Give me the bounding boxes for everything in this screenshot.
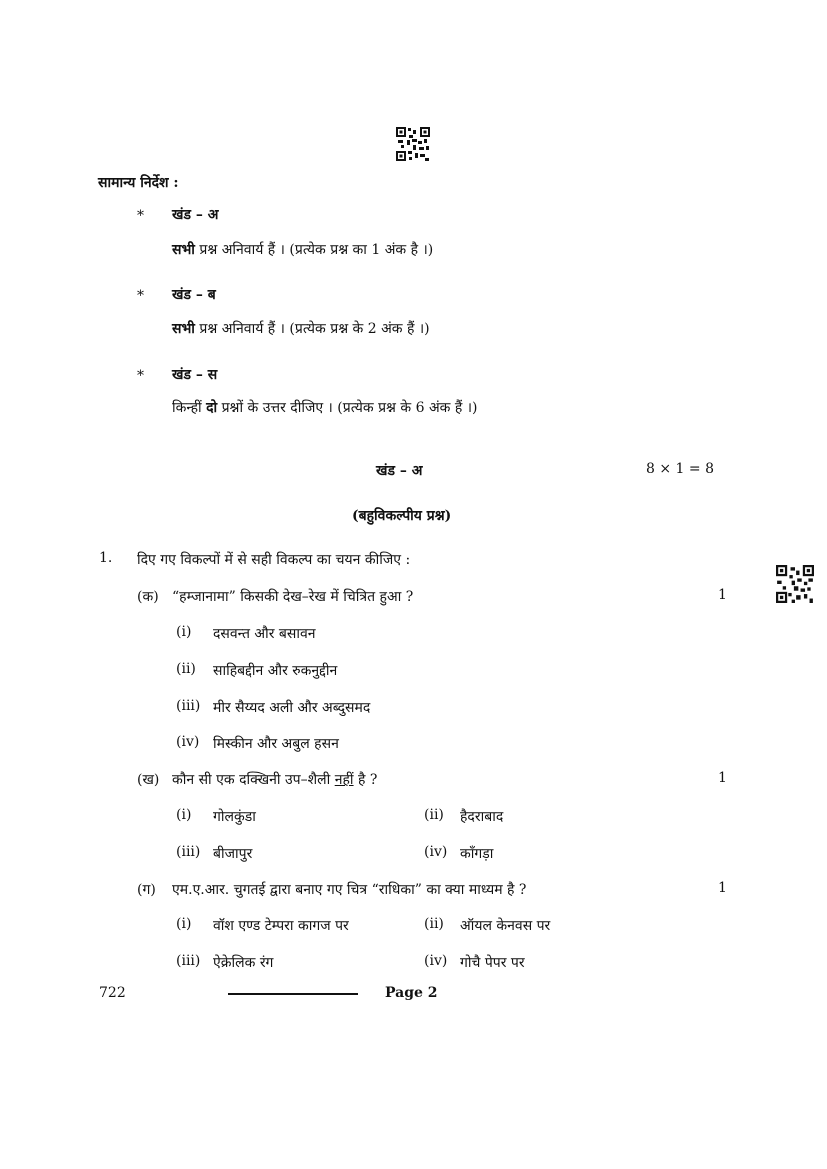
qr-code-top [396, 127, 430, 161]
option-label: (i) [176, 624, 192, 640]
option-label: (i) [176, 916, 192, 932]
footer-divider [228, 993, 358, 995]
instructions-heading: सामान्य निर्देश : [98, 175, 179, 191]
option-label: (iv) [424, 953, 448, 969]
question-number: 1. [99, 550, 113, 566]
qr-code-side [776, 565, 814, 603]
option-text: गोलकुंडा [213, 809, 256, 825]
option-label: (iv) [176, 734, 200, 750]
part-kha-marks: 1 [718, 770, 727, 786]
bullet-icon: * [137, 368, 144, 384]
part-ga-label: (ग) [137, 882, 156, 898]
bullet-icon: * [137, 288, 144, 304]
section-c-instruction-text: किन्हीं दो प्रश्नों के उत्तर दीजिए । (प्रत्येक प्रश्न के 6 अंक हैं ।) [172, 400, 478, 416]
option-label: (ii) [424, 807, 444, 823]
part-ka-marks: 1 [718, 587, 727, 603]
page-number: Page 2 [385, 985, 438, 1001]
option-text: ऑयल केनवस पर [460, 918, 551, 934]
option-text: गोचै पेपर पर [460, 955, 525, 971]
option-label: (iii) [176, 953, 201, 969]
part-ka-label: (क) [137, 589, 159, 605]
option-label: (iii) [176, 844, 201, 860]
section-a-instruction-text: सभी प्रश्न अनिवार्य हैं । (प्रत्येक प्रश्न का 1 अंक है ।) [172, 242, 434, 258]
option-text: मीर सैय्यद अली और अब्दुसमद [213, 700, 371, 716]
option-label: (iii) [176, 698, 201, 714]
option-text: काँगड़ा [460, 846, 494, 862]
option-text: हैदराबाद [460, 809, 504, 825]
option-text: मिस्कीन और अबुल हसन [213, 736, 339, 752]
section-c-instruction-title: खंड – स [172, 367, 218, 383]
option-text: साहिबद्दीन और रुकनुद्दीन [213, 663, 338, 679]
question-text: दिए गए विकल्पों में से सही विकल्प का चयन कीजिए : [137, 552, 411, 568]
part-ga-text: एम.ए.आर. चुगतई द्वारा बनाए गए चित्र “राधिका” का क्या माध्यम है ? [172, 882, 527, 898]
section-a-marks: 8 × 1 = 8 [646, 461, 714, 477]
paper-code: 722 [99, 985, 126, 1001]
option-label: (ii) [176, 661, 196, 677]
option-label: (ii) [424, 916, 444, 932]
section-a-title: खंड – अ [376, 463, 423, 479]
bullet-icon: * [137, 208, 144, 224]
section-a-subtitle: (बहुविकल्पीय प्रश्न) [352, 508, 452, 524]
option-text: बीजापुर [213, 846, 253, 862]
part-ga-marks: 1 [718, 880, 727, 896]
option-text: दसवन्त और बसावन [213, 626, 316, 642]
section-a-instruction-title: खंड – अ [172, 207, 219, 223]
option-text: वॉश एण्ड टेम्परा कागज पर [213, 918, 349, 934]
part-kha-text: कौन सी एक दक्खिनी उप–शैली नहीं है ? [172, 772, 378, 788]
part-ka-text: “हम्जानामा” किसकी देख–रेख में चित्रित हुआ ? [172, 589, 414, 605]
section-b-instruction-title: खंड – ब [172, 287, 216, 303]
option-text: ऐक्रेलिक रंग [213, 955, 274, 971]
section-b-instruction-text: सभी प्रश्न अनिवार्य हैं । (प्रत्येक प्रश्न के 2 अंक हैं ।) [172, 321, 430, 337]
option-label: (iv) [424, 844, 448, 860]
option-label: (i) [176, 807, 192, 823]
part-kha-label: (ख) [137, 772, 160, 788]
